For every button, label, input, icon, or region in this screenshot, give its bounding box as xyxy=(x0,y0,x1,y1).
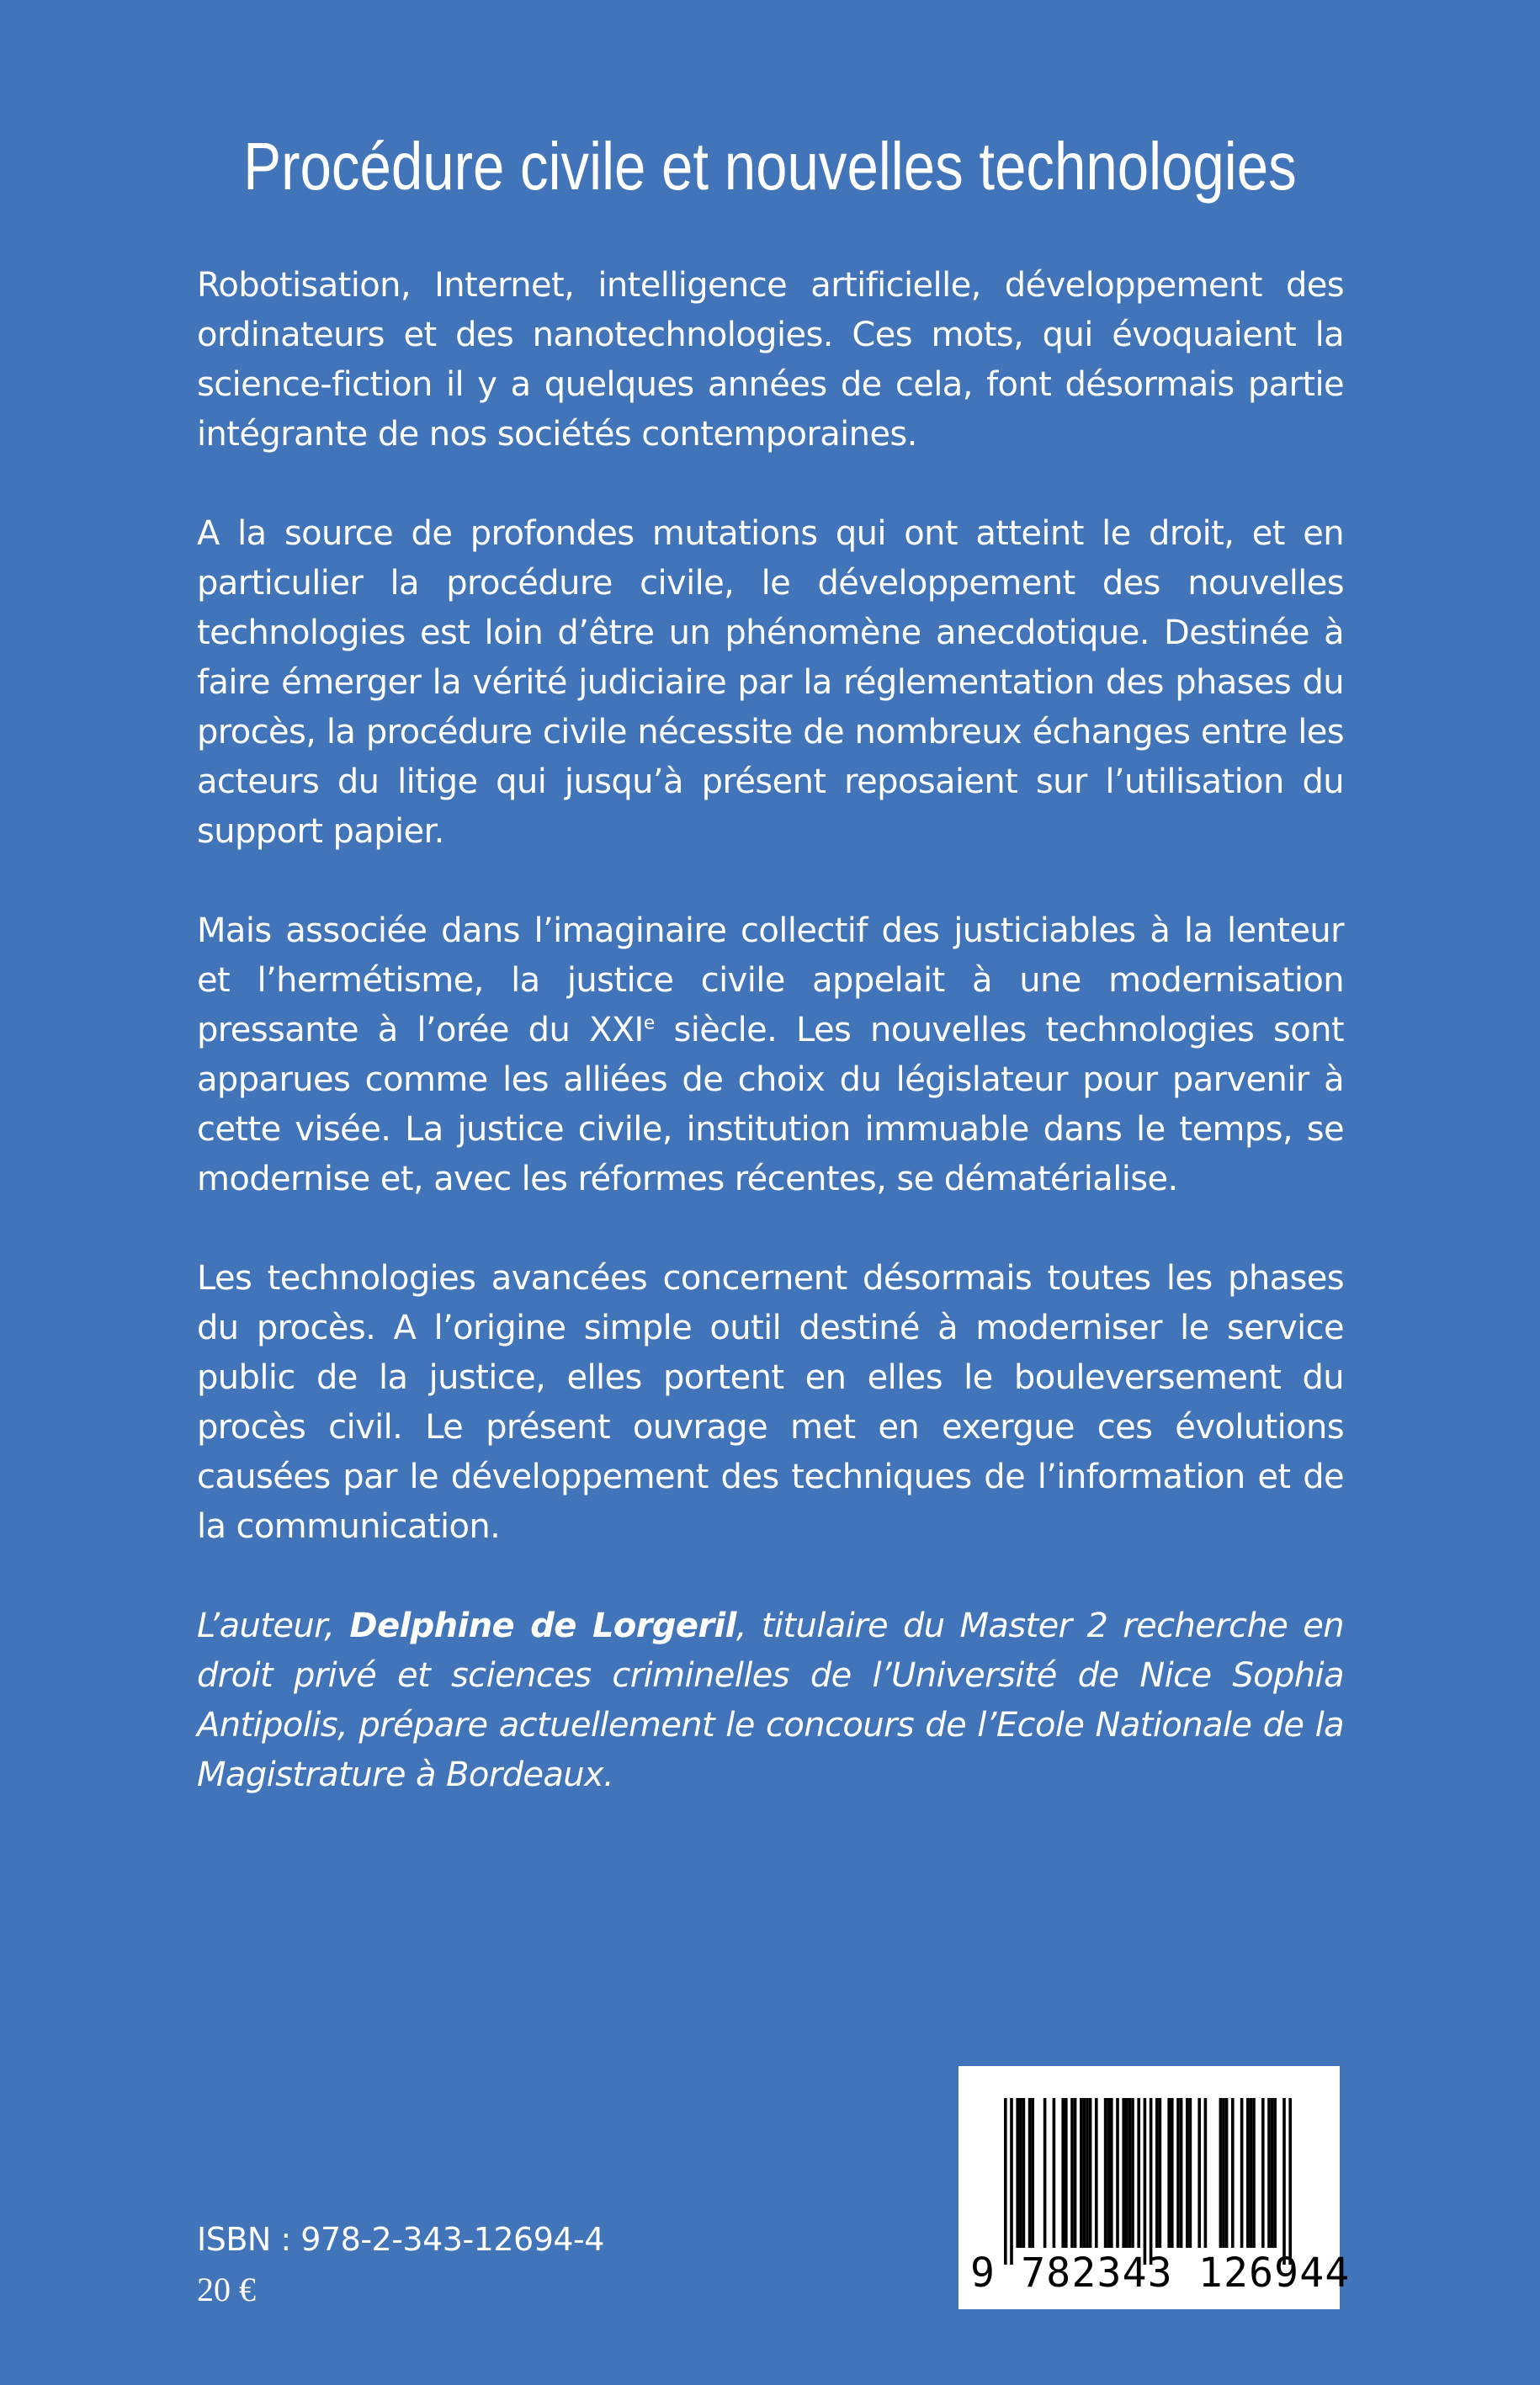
barcode xyxy=(959,2066,1351,2309)
barcode-bar xyxy=(1288,2098,1292,2265)
barcode-bar xyxy=(1031,2098,1034,2248)
barcode-bar xyxy=(1070,2098,1074,2248)
barcode-bar xyxy=(1074,2098,1077,2248)
barcode-bar xyxy=(1273,2098,1277,2248)
barcode-bar xyxy=(1155,2098,1159,2248)
barcode-bar xyxy=(1122,2098,1125,2248)
barcode-bar xyxy=(1252,2098,1256,2248)
barcode-bar xyxy=(1104,2098,1107,2248)
barcode-bar xyxy=(1180,2098,1183,2248)
barcode-bar xyxy=(1080,2098,1083,2248)
paragraph-1: Robotisation, Internet, intelligence artificielle, développement des ordinateurs et des nanotechnologies. Ces mots, qui évoquaient la science-fiction il y a quelques années de cela, font désormais partie intégrante de nos sociétés contemporaines. xyxy=(197,266,1344,454)
barcode-bar xyxy=(1061,2098,1065,2248)
paragraph-3-part-a: Mais associée dans l’imaginaire collectif des justiciables à la lenteur et l’hermétisme, la justice civile appelait à une modernisation pressante à l’orée du XXI xyxy=(197,911,1344,1049)
barcode-bar xyxy=(1089,2098,1092,2248)
barcode-bar xyxy=(1176,2098,1180,2248)
barcode-bar xyxy=(1116,2098,1119,2248)
back-cover-text xyxy=(197,261,1344,1850)
barcode-bar xyxy=(1261,2098,1265,2248)
barcode-bar xyxy=(1095,2098,1098,2248)
barcode-bar xyxy=(1125,2098,1128,2248)
barcode-bar xyxy=(1246,2098,1250,2248)
barcode-bar xyxy=(1137,2098,1140,2248)
barcode-bar xyxy=(1167,2098,1171,2248)
barcode-bar xyxy=(1186,2098,1189,2248)
paragraph-4: Les technologies avancées concernent désormais toutes les phases du procès. A l’origine simple outil destiné à moderniser le service public de la justice, elles portent en elles le bouleversement du procès civil. Le présent ouvrage met en exergue ces évolutions causées par le développement des techniques de l’information et de la communication. xyxy=(197,1259,1344,1546)
barcode-bar xyxy=(1197,2098,1201,2248)
barcode-bar xyxy=(1225,2098,1229,2248)
barcode-bar xyxy=(1010,2098,1013,2265)
barcode-bar xyxy=(1144,2098,1147,2265)
barcode-bar xyxy=(1022,2098,1026,2248)
book-title: Procédure civile et nouvelles technologies xyxy=(243,129,1297,204)
paragraph-2: A la source de profondes mutations qui ont atteint le droit, et en particulier la procédure civile, le développement des nouvelles technologies est loin d’être un phénomène anecdotique. Destinée à faire émerger la vérité judiciaire par la réglementation des phases du procès, la procédure civile nécessite de nombreux échanges entre les acteurs du litige qui jusqu’à présent reposaient sur l’utilisation du support papier. xyxy=(197,514,1344,851)
century-superscript: e xyxy=(643,1012,655,1034)
barcode-bar xyxy=(1204,2098,1208,2248)
barcode-bar xyxy=(1131,2098,1134,2248)
barcode-bar xyxy=(1171,2098,1174,2248)
barcode-bar xyxy=(1282,2098,1286,2265)
barcode-bar xyxy=(1065,2098,1068,2248)
paragraph-3-part-b: siècle. Les nouvelles technologies sont apparues comme les alliées de choix du législateur pour parvenir à cette visée. La justice civile, institution immuable dans le temps, se modernise et, avec les réformes récentes, se dématérialise. xyxy=(197,1011,1344,1198)
barcode-bar xyxy=(1053,2098,1056,2248)
barcode-bar xyxy=(1016,2098,1019,2248)
price: 20 € xyxy=(197,2271,256,2308)
barcode-bar xyxy=(1150,2098,1153,2265)
barcode-bar xyxy=(1267,2098,1271,2248)
barcode-bar xyxy=(1004,2098,1007,2265)
barcode-bar xyxy=(1019,2098,1022,2248)
barcode-bar xyxy=(1086,2098,1089,2248)
barcode-bar xyxy=(1128,2098,1132,2248)
barcode-bar xyxy=(1043,2098,1047,2248)
barcode-bar xyxy=(1222,2098,1225,2248)
author-prefix: L’auteur, xyxy=(197,1607,350,1645)
barcode-bar xyxy=(1219,2098,1223,2248)
author-bio: , titulaire du Master 2 recherche en droit privé et sciences criminelles de l’Université de Nice Sophia Antipolis, prépare actuellement le concours de l’Ecole Nationale de la Magistrature à Bordeaux. xyxy=(197,1607,1344,1794)
author-name: Delphine de Lorgeril xyxy=(349,1607,736,1645)
barcode-bar xyxy=(1159,2098,1162,2248)
barcode-bar xyxy=(1250,2098,1253,2248)
author-note xyxy=(197,1602,1344,1800)
barcode-bar xyxy=(1240,2098,1244,2248)
barcode-bar xyxy=(1231,2098,1235,2248)
barcode-digits: 9 782343 126944 xyxy=(970,2250,1351,2297)
isbn: ISBN : 978-2-343-12694-4 xyxy=(197,2221,604,2258)
barcode-bar xyxy=(1083,2098,1086,2248)
barcode-bar xyxy=(1189,2098,1192,2248)
paragraph-3 xyxy=(197,906,1344,1204)
barcode-bar xyxy=(1110,2098,1113,2248)
barcode-bar xyxy=(1271,2098,1274,2248)
barcode-bar xyxy=(1107,2098,1110,2248)
barcode-bar xyxy=(1028,2098,1032,2248)
